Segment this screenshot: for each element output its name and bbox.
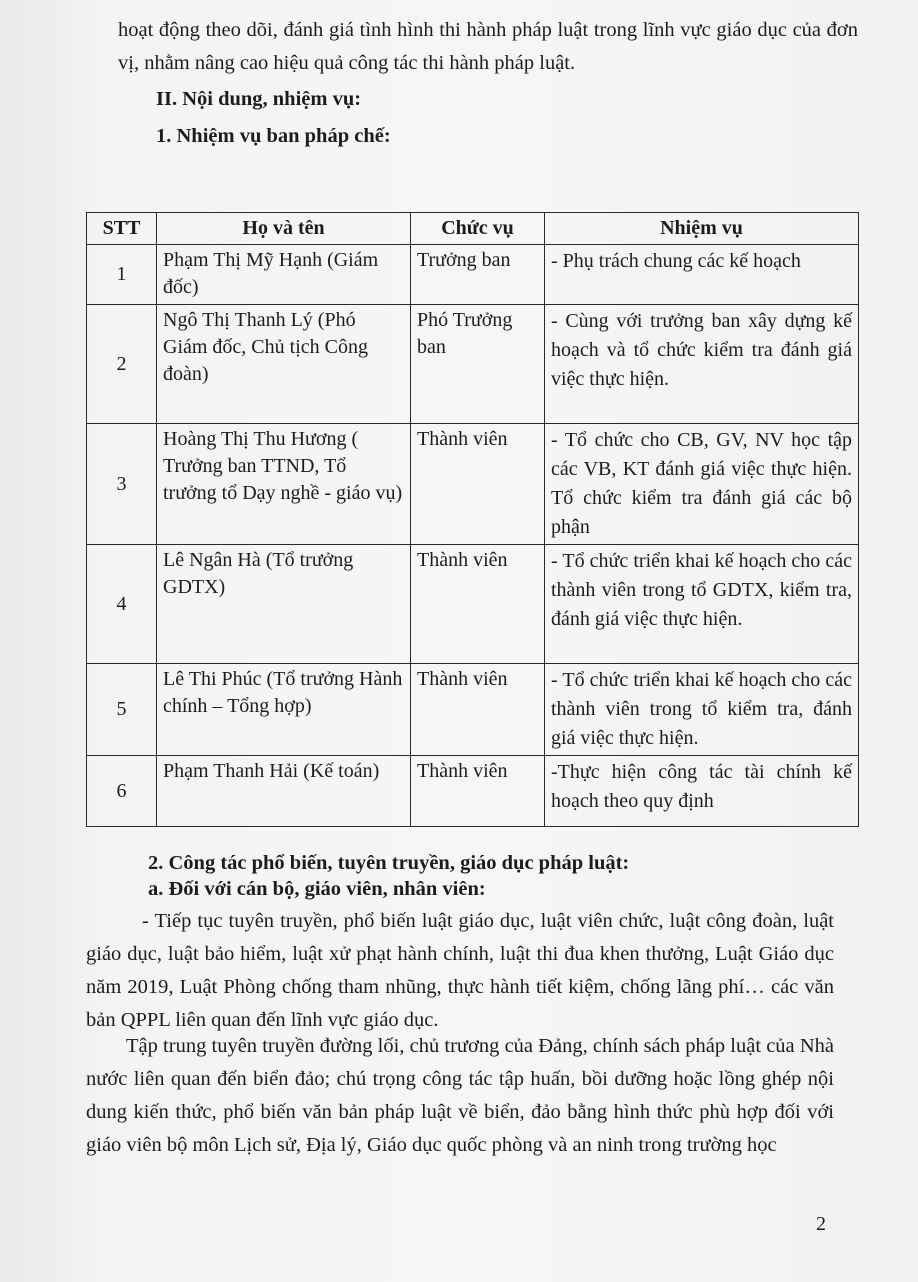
- table-row: [87, 245, 859, 305]
- cell-duty: - Cùng với trưởng ban xây dựng kế hoạch và tổ chức kiểm tra đánh giá việc thực hiện.: [545, 305, 859, 424]
- subsection-1-heading: 1. Nhiệm vụ ban pháp chế:: [156, 125, 391, 147]
- cell-position: Phó Trưởng ban: [411, 305, 545, 424]
- cell-duty: - Tổ chức cho CB, GV, NV học tập các VB, KT đánh giá việc thực hiện. Tổ chức kiểm tra đánh giá các bộ phận: [545, 424, 859, 545]
- cell-position: Thành viên: [411, 664, 545, 756]
- cell-stt: 3: [87, 424, 157, 545]
- cell-stt: 1: [87, 245, 157, 305]
- cell-stt: 4: [87, 545, 157, 664]
- subsection-2a-heading: a. Đối với cán bộ, giáo viên, nhân viên:: [148, 878, 486, 900]
- cell-name: Phạm Thanh Hải (Kế toán): [157, 756, 411, 827]
- cell-position: Thành viên: [411, 545, 545, 664]
- cell-duty: - Tổ chức triển khai kế hoạch cho các thành viên trong tổ kiểm tra, đánh giá việc thực hiện.: [545, 664, 859, 756]
- section-heading: II. Nội dung, nhiệm vụ:: [156, 88, 362, 110]
- cell-position: Thành viên: [411, 756, 545, 827]
- cell-stt: 2: [87, 305, 157, 424]
- table-row: [87, 545, 859, 664]
- paragraph-laws-text: - Tiếp tục tuyên truyền, phổ biến luật giáo dục, luật viên chức, luật công đoàn, luật giáo dục, luật bảo hiểm, luật xử phạt hành chính, luật thi đua khen thưởng, Luật Giáo dục năm 2019, Luật Phòng chống tham nhũng, thực hành tiết kiệm, chống lãng phí… các văn bản QPPL liên quan đến lĩnh vực giáo dục.: [86, 910, 834, 1031]
- page-number: 2: [816, 1213, 826, 1235]
- cell-name: Hoàng Thị Thu Hương ( Trưởng ban TTND, Tổ trưởng tổ Dạy nghề - giáo vụ): [157, 424, 411, 545]
- paragraph-laws: [86, 905, 834, 1037]
- cell-name: Ngô Thị Thanh Lý (Phó Giám đốc, Chủ tịch Công đoàn): [157, 305, 411, 424]
- cell-position: Thành viên: [411, 424, 545, 545]
- table-header-row: [87, 213, 859, 245]
- cell-position: Trưởng ban: [411, 245, 545, 305]
- intro-paragraph: hoạt động theo dõi, đánh giá tình hình thi hành pháp luật trong lĩnh vực giáo dục của đơn vị, nhằm nâng cao hiệu quả công tác thi hành pháp luật.: [118, 19, 858, 74]
- header-position: Chức vụ: [411, 213, 545, 245]
- cell-duty: - Tổ chức triển khai kế hoạch cho các thành viên trong tổ GDTX, kiểm tra, đánh giá việc thực hiện.: [545, 545, 859, 664]
- cell-name: Phạm Thị Mỹ Hạnh (Giám đốc): [157, 245, 411, 305]
- paragraph-sea-islands: Tập trung tuyên truyền đường lối, chủ trương của Đảng, chính sách pháp luật của Nhà nước liên quan đến biển đảo; chú trọng công tác tập huấn, bồi dưỡng hoặc lồng ghép nội dung kiến thức, phổ biến văn bản pháp luật về biển, đảo bằng hình thức phù hợp đối với giáo viên bộ môn Lịch sử, Địa lý, Giáo dục quốc phòng và an ninh trong trường học: [86, 1035, 834, 1156]
- table-row: [87, 756, 859, 827]
- cell-stt: 5: [87, 664, 157, 756]
- subsection-2-heading: 2. Công tác phổ biến, tuyên truyền, giáo dục pháp luật:: [148, 852, 630, 874]
- table-row: [87, 305, 859, 424]
- table-row: [87, 424, 859, 545]
- header-stt: STT: [87, 213, 157, 245]
- cell-name: Lê Thi Phúc (Tổ trưởng Hành chính – Tổng hợp): [157, 664, 411, 756]
- header-duty: Nhiệm vụ: [545, 213, 859, 245]
- cell-duty: - Phụ trách chung các kế hoạch: [545, 245, 859, 305]
- header-name: Họ và tên: [157, 213, 411, 245]
- cell-duty: -Thực hiện công tác tài chính kế hoạch theo quy định: [545, 756, 859, 827]
- legal-committee-table: [86, 212, 859, 827]
- cell-name: Lê Ngân Hà (Tổ trưởng GDTX): [157, 545, 411, 664]
- cell-stt: 6: [87, 756, 157, 827]
- table-row: [87, 664, 859, 756]
